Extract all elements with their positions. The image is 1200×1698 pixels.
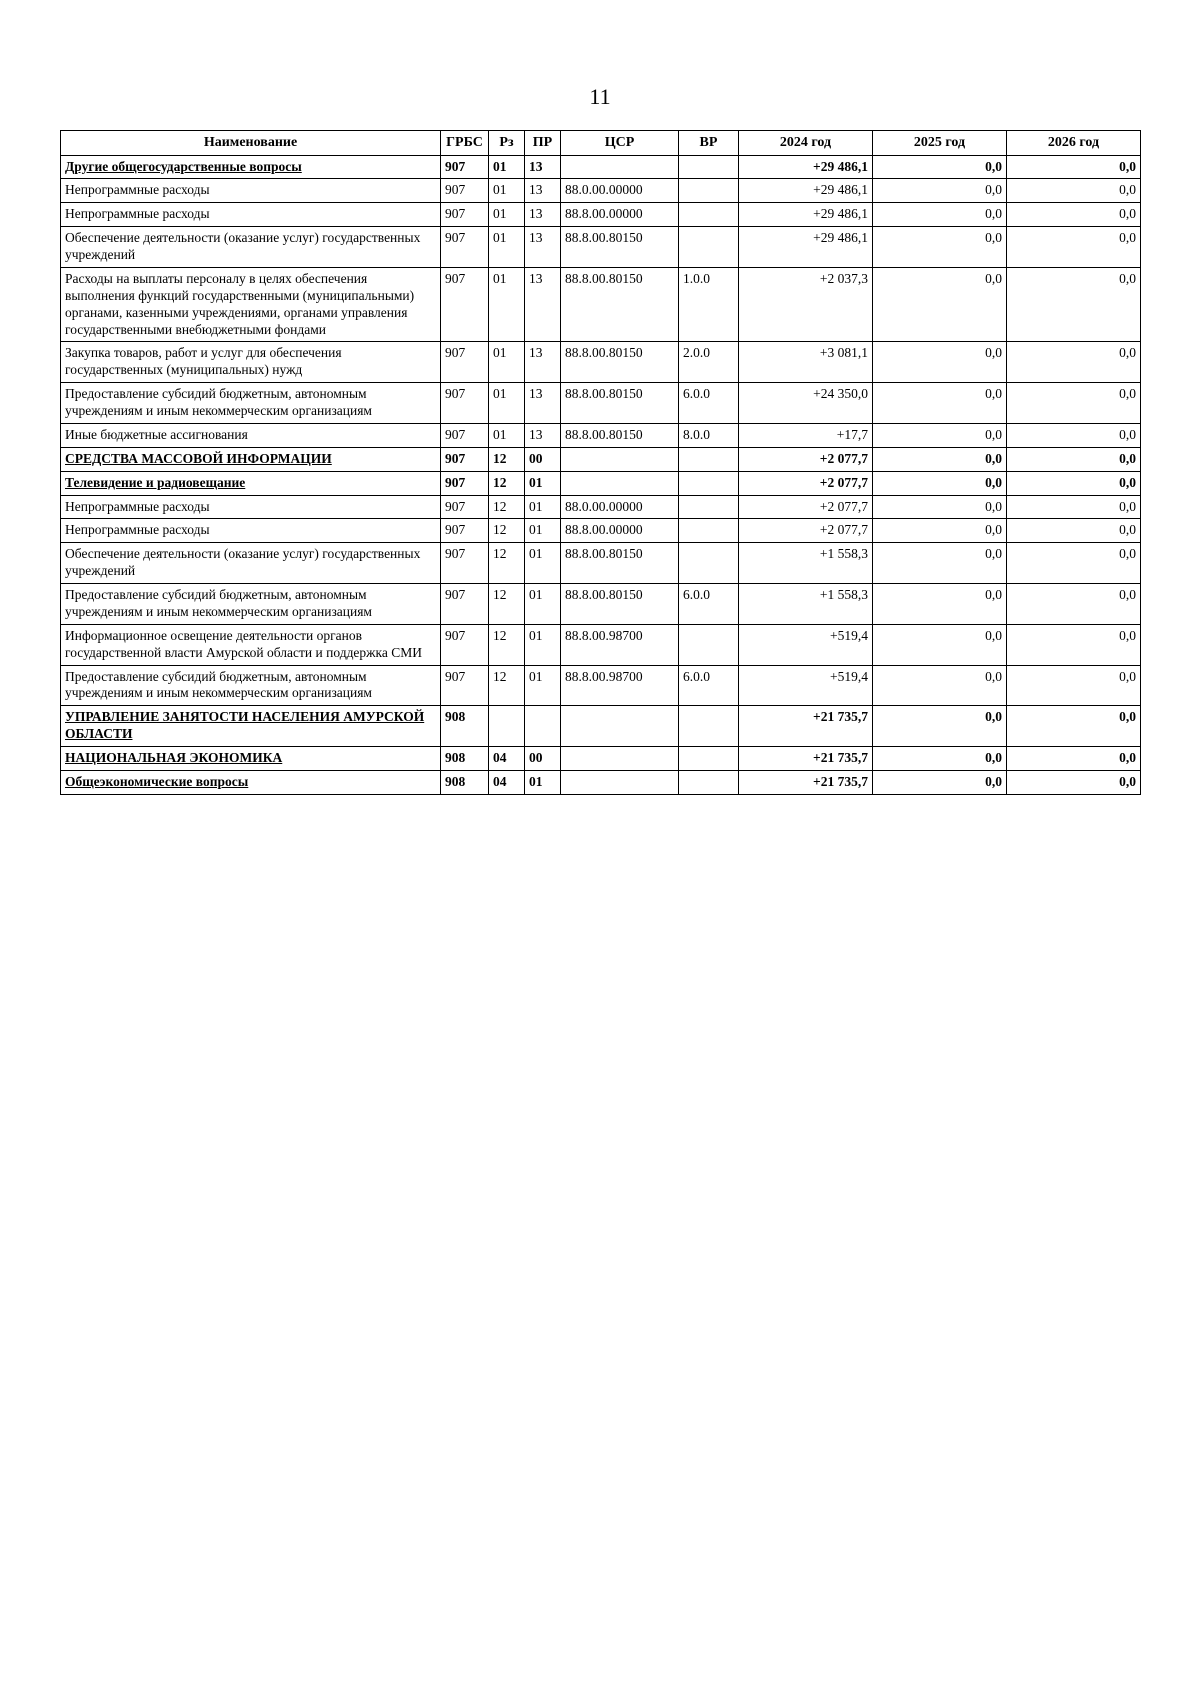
- cell-2025: 0,0: [873, 747, 1007, 771]
- cell-2024: +519,4: [739, 624, 873, 665]
- cell-name: НАЦИОНАЛЬНАЯ ЭКОНОМИКА: [61, 747, 441, 771]
- cell-2024: +21 735,7: [739, 770, 873, 794]
- header-2024: 2024 год: [739, 131, 873, 156]
- cell-2026: 0,0: [1007, 155, 1141, 179]
- cell-rz: 12: [489, 543, 525, 584]
- cell-2026: 0,0: [1007, 543, 1141, 584]
- cell-vr: [679, 747, 739, 771]
- cell-csr: 88.0.00.00000: [561, 179, 679, 203]
- cell-grbs: 907: [441, 665, 489, 706]
- cell-rz: 04: [489, 747, 525, 771]
- cell-2024: +21 735,7: [739, 706, 873, 747]
- table-row: [61, 770, 1141, 794]
- cell-2025: 0,0: [873, 519, 1007, 543]
- cell-vr: [679, 471, 739, 495]
- cell-2026: 0,0: [1007, 227, 1141, 268]
- table-row: [61, 706, 1141, 747]
- cell-2024: +2 077,7: [739, 495, 873, 519]
- cell-name: Общеэкономические вопросы: [61, 770, 441, 794]
- table-header: [61, 131, 1141, 156]
- header-name: Наименование: [61, 131, 441, 156]
- cell-rz: 01: [489, 227, 525, 268]
- cell-vr: [679, 227, 739, 268]
- cell-vr: [679, 495, 739, 519]
- cell-2025: 0,0: [873, 227, 1007, 268]
- cell-grbs: 907: [441, 179, 489, 203]
- cell-grbs: 907: [441, 584, 489, 625]
- cell-pr: 13: [525, 179, 561, 203]
- cell-2025: 0,0: [873, 770, 1007, 794]
- cell-grbs: 907: [441, 519, 489, 543]
- cell-2025: 0,0: [873, 706, 1007, 747]
- header-csr: ЦСР: [561, 131, 679, 156]
- cell-grbs: 907: [441, 624, 489, 665]
- table-row: [61, 179, 1141, 203]
- cell-csr: 88.8.00.80150: [561, 267, 679, 342]
- table-body: [61, 155, 1141, 794]
- cell-2024: +1 558,3: [739, 543, 873, 584]
- cell-2025: 0,0: [873, 624, 1007, 665]
- cell-pr: 13: [525, 227, 561, 268]
- cell-2024: +2 077,7: [739, 471, 873, 495]
- cell-2026: 0,0: [1007, 624, 1141, 665]
- cell-2024: +2 037,3: [739, 267, 873, 342]
- cell-grbs: 907: [441, 383, 489, 424]
- cell-name: Непрограммные расходы: [61, 495, 441, 519]
- cell-2025: 0,0: [873, 447, 1007, 471]
- cell-grbs: 908: [441, 770, 489, 794]
- cell-vr: 6.0.0: [679, 665, 739, 706]
- table-row: [61, 383, 1141, 424]
- cell-rz: 01: [489, 203, 525, 227]
- cell-pr: 01: [525, 471, 561, 495]
- cell-rz: 12: [489, 495, 525, 519]
- cell-name: Предоставление субсидий бюджетным, автономным учреждениям и иным некоммерческим организациям: [61, 665, 441, 706]
- cell-csr: 88.8.00.80150: [561, 342, 679, 383]
- cell-csr: 88.8.00.98700: [561, 665, 679, 706]
- cell-pr: [525, 706, 561, 747]
- cell-2024: +29 486,1: [739, 179, 873, 203]
- cell-2024: +21 735,7: [739, 747, 873, 771]
- cell-pr: 01: [525, 624, 561, 665]
- table-row: [61, 203, 1141, 227]
- cell-grbs: 908: [441, 747, 489, 771]
- cell-name: Иные бюджетные ассигнования: [61, 423, 441, 447]
- cell-name: Непрограммные расходы: [61, 203, 441, 227]
- cell-2026: 0,0: [1007, 203, 1141, 227]
- cell-pr: 01: [525, 519, 561, 543]
- table-row: [61, 423, 1141, 447]
- cell-2024: +519,4: [739, 665, 873, 706]
- cell-name: Другие общегосударственные вопросы: [61, 155, 441, 179]
- cell-csr: 88.8.00.98700: [561, 624, 679, 665]
- cell-grbs: 908: [441, 706, 489, 747]
- cell-grbs: 907: [441, 155, 489, 179]
- cell-rz: 01: [489, 155, 525, 179]
- cell-csr: 88.8.00.80150: [561, 543, 679, 584]
- cell-csr: 88.8.00.00000: [561, 203, 679, 227]
- cell-vr: 1.0.0: [679, 267, 739, 342]
- cell-rz: 01: [489, 342, 525, 383]
- cell-2025: 0,0: [873, 584, 1007, 625]
- cell-pr: 13: [525, 383, 561, 424]
- cell-2025: 0,0: [873, 155, 1007, 179]
- cell-csr: 88.8.00.00000: [561, 519, 679, 543]
- cell-2025: 0,0: [873, 383, 1007, 424]
- cell-2025: 0,0: [873, 342, 1007, 383]
- cell-name: СРЕДСТВА МАССОВОЙ ИНФОРМАЦИИ: [61, 447, 441, 471]
- cell-name: УПРАВЛЕНИЕ ЗАНЯТОСТИ НАСЕЛЕНИЯ АМУРСКОЙ ОБЛАСТИ: [61, 706, 441, 747]
- cell-2025: 0,0: [873, 203, 1007, 227]
- cell-2026: 0,0: [1007, 706, 1141, 747]
- cell-pr: 13: [525, 203, 561, 227]
- cell-pr: 13: [525, 423, 561, 447]
- cell-2024: +2 077,7: [739, 447, 873, 471]
- cell-pr: 13: [525, 155, 561, 179]
- cell-rz: 01: [489, 383, 525, 424]
- cell-name: Обеспечение деятельности (оказание услуг) государственных учреждений: [61, 227, 441, 268]
- cell-pr: 01: [525, 543, 561, 584]
- cell-2024: +29 486,1: [739, 203, 873, 227]
- cell-rz: 01: [489, 423, 525, 447]
- cell-name: Непрограммные расходы: [61, 179, 441, 203]
- table-row: [61, 267, 1141, 342]
- cell-pr: 13: [525, 267, 561, 342]
- cell-2026: 0,0: [1007, 267, 1141, 342]
- cell-2024: +3 081,1: [739, 342, 873, 383]
- budget-table: [60, 130, 1141, 795]
- page-number: 11: [589, 84, 611, 109]
- cell-pr: 13: [525, 342, 561, 383]
- cell-pr: 00: [525, 447, 561, 471]
- cell-csr: 88.8.00.80150: [561, 383, 679, 424]
- cell-rz: 01: [489, 179, 525, 203]
- cell-2025: 0,0: [873, 495, 1007, 519]
- cell-vr: [679, 706, 739, 747]
- cell-name: Расходы на выплаты персоналу в целях обеспечения выполнения функций государственными (муниципальными) органами, казенными учреждениями, органами управления государственными внебюджетными фондами: [61, 267, 441, 342]
- cell-name: Предоставление субсидий бюджетным, автономным учреждениям и иным некоммерческим организациям: [61, 383, 441, 424]
- cell-2026: 0,0: [1007, 383, 1141, 424]
- cell-csr: [561, 770, 679, 794]
- table-row: [61, 155, 1141, 179]
- table-row: [61, 519, 1141, 543]
- table-row: [61, 447, 1141, 471]
- cell-2024: +29 486,1: [739, 155, 873, 179]
- cell-2026: 0,0: [1007, 584, 1141, 625]
- header-2026: 2026 год: [1007, 131, 1141, 156]
- cell-2025: 0,0: [873, 543, 1007, 584]
- cell-rz: 12: [489, 584, 525, 625]
- header-row: [61, 131, 1141, 156]
- cell-pr: 01: [525, 665, 561, 706]
- cell-2025: 0,0: [873, 665, 1007, 706]
- cell-csr: 88.8.00.80150: [561, 584, 679, 625]
- cell-name: Обеспечение деятельности (оказание услуг) государственных учреждений: [61, 543, 441, 584]
- table-row: [61, 624, 1141, 665]
- cell-2024: +2 077,7: [739, 519, 873, 543]
- cell-grbs: 907: [441, 423, 489, 447]
- cell-2024: +29 486,1: [739, 227, 873, 268]
- cell-2026: 0,0: [1007, 519, 1141, 543]
- cell-vr: 6.0.0: [679, 584, 739, 625]
- cell-vr: [679, 447, 739, 471]
- cell-rz: 12: [489, 471, 525, 495]
- cell-csr: [561, 706, 679, 747]
- cell-2026: 0,0: [1007, 342, 1141, 383]
- cell-name: Непрограммные расходы: [61, 519, 441, 543]
- cell-vr: [679, 519, 739, 543]
- cell-vr: 6.0.0: [679, 383, 739, 424]
- table-row: [61, 342, 1141, 383]
- cell-name: Телевидение и радиовещание: [61, 471, 441, 495]
- cell-csr: 88.0.00.00000: [561, 495, 679, 519]
- cell-vr: 8.0.0: [679, 423, 739, 447]
- cell-2026: 0,0: [1007, 770, 1141, 794]
- table-row: [61, 543, 1141, 584]
- cell-rz: 01: [489, 267, 525, 342]
- cell-rz: 12: [489, 624, 525, 665]
- cell-rz: 12: [489, 447, 525, 471]
- cell-2026: 0,0: [1007, 665, 1141, 706]
- cell-2025: 0,0: [873, 471, 1007, 495]
- cell-grbs: 907: [441, 267, 489, 342]
- cell-csr: [561, 471, 679, 495]
- cell-rz: 12: [489, 665, 525, 706]
- cell-2026: 0,0: [1007, 423, 1141, 447]
- cell-csr: [561, 155, 679, 179]
- cell-csr: 88.8.00.80150: [561, 227, 679, 268]
- header-pr: ПР: [525, 131, 561, 156]
- cell-vr: [679, 155, 739, 179]
- cell-2025: 0,0: [873, 423, 1007, 447]
- cell-rz: 12: [489, 519, 525, 543]
- cell-pr: 01: [525, 584, 561, 625]
- table-row: [61, 495, 1141, 519]
- cell-csr: [561, 447, 679, 471]
- cell-2025: 0,0: [873, 179, 1007, 203]
- cell-grbs: 907: [441, 342, 489, 383]
- header-vr: ВР: [679, 131, 739, 156]
- cell-2026: 0,0: [1007, 471, 1141, 495]
- cell-2024: +17,7: [739, 423, 873, 447]
- table-row: [61, 227, 1141, 268]
- cell-vr: [679, 543, 739, 584]
- cell-pr: 01: [525, 770, 561, 794]
- cell-name: Предоставление субсидий бюджетным, автономным учреждениям и иным некоммерческим организациям: [61, 584, 441, 625]
- cell-grbs: 907: [441, 447, 489, 471]
- cell-vr: [679, 624, 739, 665]
- cell-grbs: 907: [441, 203, 489, 227]
- cell-rz: 04: [489, 770, 525, 794]
- cell-grbs: 907: [441, 495, 489, 519]
- cell-name: Информационное освещение деятельности органов государственной власти Амурской области и поддержка СМИ: [61, 624, 441, 665]
- cell-pr: 00: [525, 747, 561, 771]
- table-row: [61, 584, 1141, 625]
- cell-2024: +24 350,0: [739, 383, 873, 424]
- cell-vr: 2.0.0: [679, 342, 739, 383]
- cell-name: Закупка товаров, работ и услуг для обеспечения государственных (муниципальных) нужд: [61, 342, 441, 383]
- cell-pr: 01: [525, 495, 561, 519]
- cell-2025: 0,0: [873, 267, 1007, 342]
- budget-table-wrapper: [60, 130, 1140, 795]
- cell-2026: 0,0: [1007, 179, 1141, 203]
- table-row: [61, 471, 1141, 495]
- cell-csr: [561, 747, 679, 771]
- cell-vr: [679, 770, 739, 794]
- cell-rz: [489, 706, 525, 747]
- cell-grbs: 907: [441, 227, 489, 268]
- header-grbs: ГРБС: [441, 131, 489, 156]
- header-2025: 2025 год: [873, 131, 1007, 156]
- cell-vr: [679, 179, 739, 203]
- cell-2026: 0,0: [1007, 495, 1141, 519]
- cell-csr: 88.8.00.80150: [561, 423, 679, 447]
- header-rz: Рз: [489, 131, 525, 156]
- table-row: [61, 747, 1141, 771]
- cell-grbs: 907: [441, 471, 489, 495]
- cell-grbs: 907: [441, 543, 489, 584]
- cell-2024: +1 558,3: [739, 584, 873, 625]
- table-row: [61, 665, 1141, 706]
- cell-2026: 0,0: [1007, 747, 1141, 771]
- cell-2026: 0,0: [1007, 447, 1141, 471]
- cell-vr: [679, 203, 739, 227]
